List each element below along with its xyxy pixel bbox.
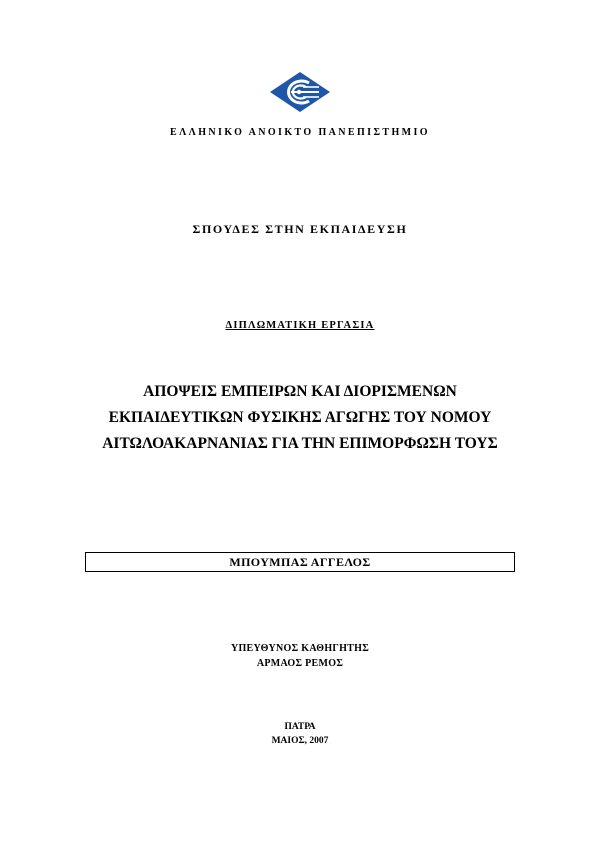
- date: ΜΑΙΟΣ, 2007: [271, 736, 329, 746]
- document-type: ΔΙΠΛΩΜΑΤΙΚΗ ΕΡΓΑΣΙΑ: [225, 320, 375, 331]
- author-name: ΜΠΟΥΜΠΑΣ ΑΓΓΕΛΟΣ: [85, 552, 515, 572]
- thesis-title-line-2: ΕΚΠΑΙΔΕΥΤΙΚΩΝ ΦΥΣΙΚΗΣ ΑΓΩΓΗΣ ΤΟΥ ΝΟΜΟΥ: [108, 409, 492, 426]
- thesis-title: [0, 379, 600, 457]
- supervisor-label: ΥΠΕΥΘΥΝΟΣ ΚΑΘΗΓΗΤΗΣ: [230, 643, 370, 654]
- thesis-title-line-1: ΑΠΟΨΕΙΣ ΕΜΠΕΙΡΩΝ ΚΑΙ ΔΙΟΡΙΣΜΕΝΩΝ: [143, 383, 457, 400]
- university-logo-icon: [269, 71, 331, 113]
- program-name: ΣΠΟΥΔΕΣ ΣΤΗΝ ΕΚΠΑΙΔΕΥΣΗ: [192, 222, 408, 236]
- supervisor-name: ΑΡΜΑΟΣ ΡΕΜΟΣ: [256, 658, 344, 669]
- thesis-title-line-3: ΑΙΤΩΛΟΑΚΑΡΝΑΝΙΑΣ ΓΙΑ ΤΗΝ ΕΠΙΜΟΡΦΩΣΗ ΤΟΥΣ: [102, 435, 498, 452]
- university-name: ΕΛΛΗΝΙΚΟ ΑΝΟΙΚΤΟ ΠΑΝΕΠΙΣΤΗΜΙΟ: [170, 127, 430, 138]
- city: ΠΑΤΡΑ: [284, 722, 316, 732]
